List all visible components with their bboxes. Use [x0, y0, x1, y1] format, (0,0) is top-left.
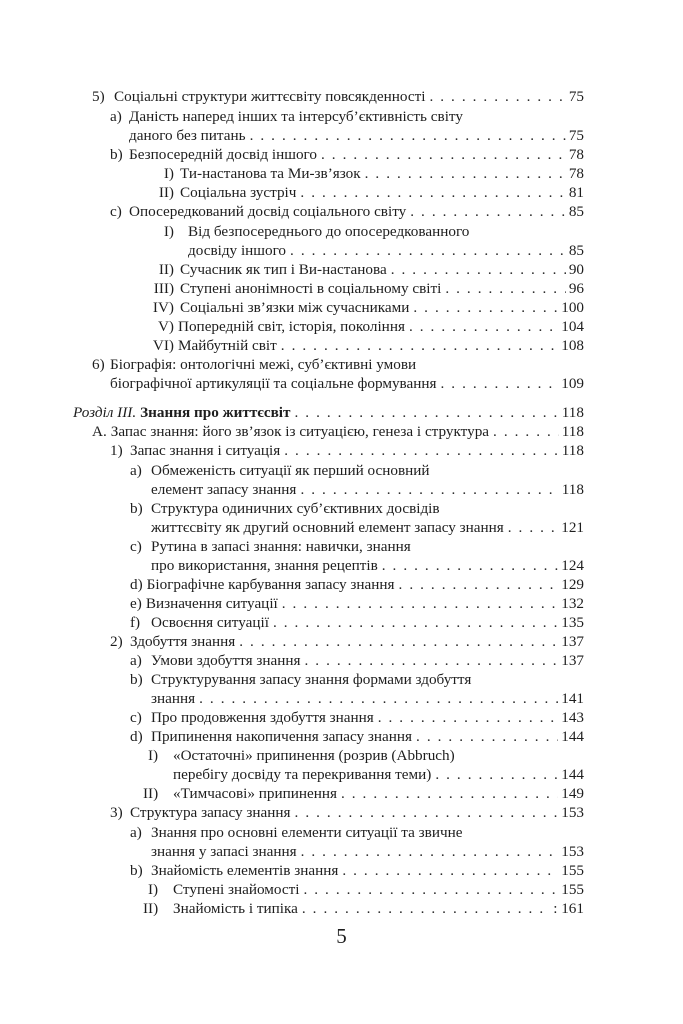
toc-entry-continued [129, 126, 584, 145]
toc-leader-dots [409, 317, 558, 336]
toc-leader-dots [290, 241, 566, 260]
toc-entry-page: 118 [561, 423, 584, 440]
toc-entry-title: про використання, знання рецептів [151, 557, 378, 574]
toc-leader-dots [250, 126, 566, 145]
toc-entry-page: 104 [561, 318, 584, 335]
toc-entry-letter: c) [130, 538, 142, 555]
toc-entry-roman: II) [143, 785, 159, 802]
toc-entry-roman: II) [158, 261, 174, 278]
toc-leader-dots [304, 651, 558, 670]
toc-entry-title: Соціальна зустріч [180, 184, 297, 201]
toc-entry-title: Знайомість елементів знання [151, 862, 339, 879]
toc-entry-title: Знання про основні елементи ситуації та звичне [151, 824, 463, 841]
toc-entry [150, 164, 584, 183]
toc-entry [130, 461, 584, 480]
toc-entry-letter: b) [110, 146, 123, 163]
toc-entry-letter: d) [130, 576, 143, 593]
toc-entry [143, 899, 584, 918]
toc-leader-dots [441, 374, 559, 393]
toc-entry-page: 144 [561, 728, 584, 745]
toc-entry-title: Від безпосереднього до опосередкованного [188, 223, 470, 240]
toc-entry-page: 155 [561, 862, 584, 879]
toc-entry-number: 1) [110, 442, 123, 459]
toc-entry [110, 803, 584, 822]
toc-entry-letter: b) [130, 671, 143, 688]
toc-entry-letter: f) [130, 614, 141, 631]
toc-entry-title: знання [151, 690, 196, 707]
toc-leader-dots [321, 145, 566, 164]
toc-entry-title: Соціальні зв’язки між сучасниками [180, 299, 410, 316]
toc-entry-letter: A. [92, 423, 107, 440]
toc-entry-page: 78 [568, 146, 584, 163]
toc-entry [130, 727, 584, 746]
toc-leader-dots [341, 784, 558, 803]
toc-leader-dots [300, 183, 565, 202]
toc-entry-page: 153 [561, 843, 584, 860]
toc-section-heading [73, 403, 584, 422]
toc-entry-title: Майбутній світ [178, 337, 277, 354]
toc-entry [148, 880, 584, 899]
toc-entry-page: 75 [568, 88, 584, 105]
toc-entry-title: Структурування запасу знання формами здобуття [151, 671, 472, 688]
toc-entry-title: Визначення ситуації [145, 595, 278, 612]
toc-entry-title: даного без питань [129, 127, 246, 144]
toc-entry-page: 143 [561, 709, 584, 726]
toc-entry-letter: a) [110, 108, 122, 125]
toc-entry-page: 118 [561, 481, 584, 498]
toc-entry-page: 135 [561, 614, 584, 631]
toc-entry-page: 137 [561, 633, 584, 650]
toc-leader-dots [493, 422, 559, 441]
toc-entry-letter: d) [130, 728, 143, 745]
toc-leader-dots [378, 708, 559, 727]
toc-entry-letter: e) [130, 595, 142, 612]
toc-entry-page: 78 [568, 165, 584, 182]
toc-leader-dots [281, 336, 558, 355]
toc-entry-page: 132 [561, 595, 584, 612]
toc-leader-dots [284, 441, 559, 460]
toc-entry-roman: VI) [152, 337, 174, 354]
toc-entry-page: 109 [561, 375, 584, 392]
toc-leader-dots [391, 260, 566, 279]
toc-entry-title: Попередній світ, історія, покоління [178, 318, 405, 335]
toc-entry-title: перебігу досвіду та перекривання теми) [173, 766, 432, 783]
toc-entry-title: Ти-настанова та Ми-зв’язок [180, 165, 361, 182]
toc-entry-continued [151, 556, 584, 575]
toc-entry [130, 537, 584, 556]
toc-leader-dots [239, 632, 558, 651]
toc-entry-continued [151, 842, 584, 861]
toc-entry [130, 651, 584, 670]
toc-entry-title: Даність наперед інших та інтерсуб’єктивність світу [129, 108, 463, 125]
toc-entry-title: «Тимчасові» припинення [173, 785, 337, 802]
toc-entry-letter: b) [130, 862, 143, 879]
toc-entry-page: 137 [561, 652, 584, 669]
toc-entry [130, 861, 584, 880]
toc-entry-letter: a) [130, 462, 142, 479]
toc-entry-page: 144 [561, 766, 584, 783]
toc-leader-dots [342, 861, 558, 880]
toc-entry-page: 108 [561, 337, 584, 354]
toc-entry-page: 75 [568, 127, 584, 144]
toc-entry-roman: I) [163, 165, 174, 182]
toc-leader-dots [303, 880, 558, 899]
toc-leader-dots [410, 202, 566, 221]
toc-entry [110, 632, 584, 651]
toc-section-title: Знання про життєсвіт [140, 404, 291, 421]
toc-leader-dots [295, 803, 559, 822]
toc-entry-page: 100 [561, 299, 584, 316]
toc-entry-page: 85 [568, 203, 584, 220]
toc-entry-title: знання у запасі знання [151, 843, 297, 860]
toc-entry [110, 202, 584, 221]
toc-entry [144, 298, 584, 317]
toc-entry-continued [173, 765, 584, 784]
toc-entry-letter: a) [130, 652, 142, 669]
toc-entry-roman: II) [158, 184, 174, 201]
toc-entry-roman: I) [163, 223, 174, 240]
toc-entry-page: 118 [561, 442, 584, 459]
toc-entry-page: 141 [561, 690, 584, 707]
toc-entry-roman: V) [157, 318, 174, 335]
toc-entry [150, 183, 584, 202]
toc-entry-page: 90 [568, 261, 584, 278]
toc-entry-title: досвіду іншого [188, 242, 287, 259]
toc-entry-title: Сучасник як тип і Ви-настанова [180, 261, 387, 278]
toc-entry-title: Структура одиничних суб’єктивних досвідів [151, 500, 440, 517]
toc-entry-title: Рутина в запасі знання: навички, знання [151, 538, 411, 555]
toc-entry-title: Структура запасу знання [130, 804, 291, 821]
toc-leader-dots [435, 765, 558, 784]
toc-entry-page: 85 [568, 242, 584, 259]
toc-entry-number: 2) [110, 633, 123, 650]
toc-leader-dots [429, 87, 565, 106]
toc-entry-roman: III) [153, 280, 174, 297]
toc-entry-title: життєсвіту як другий основний елемент запасу знання [151, 519, 504, 536]
toc-entry-continued [188, 241, 584, 260]
toc-entry [144, 317, 584, 336]
toc-entry-roman: II) [143, 900, 159, 917]
toc-entry-number: 3) [110, 804, 123, 821]
toc-leader-dots [302, 899, 550, 918]
toc-entry-title: Ступені анонімності в соціальному світі [180, 280, 442, 297]
toc-entry-continued [151, 689, 584, 708]
toc-leader-dots [273, 613, 558, 632]
toc-leader-dots [282, 594, 558, 613]
toc-entry-page: 149 [561, 785, 584, 802]
toc-entry-number: 6) [92, 356, 105, 373]
toc-entry-title: Ступені знайомості [173, 881, 300, 898]
toc-entry [130, 594, 584, 613]
toc-entry [92, 355, 584, 374]
toc-leader-dots [445, 279, 565, 298]
toc-entry-page: 153 [561, 804, 584, 821]
toc-entry [144, 279, 584, 298]
toc-entry-title: Про продовження здобуття знання [151, 709, 374, 726]
toc-entry-letter: c) [130, 709, 142, 726]
toc-entry-page: 81 [568, 184, 584, 201]
toc-leader-dots [365, 164, 566, 183]
toc-entry-letter: b) [130, 500, 143, 517]
toc-entry-title: Біографічне карбування запасу знання [146, 576, 395, 593]
toc-entry [130, 499, 584, 518]
toc-entry-roman: I) [148, 747, 159, 764]
toc-entry-title: Біографія: онтологічні межі, суб’єктивні умови [110, 356, 417, 373]
toc-entry [150, 222, 584, 241]
toc-entry [148, 746, 584, 765]
toc-entry-page: 124 [561, 557, 584, 574]
toc-entry-page: 118 [561, 404, 584, 421]
toc-entry [130, 613, 584, 632]
toc-entry [130, 708, 584, 727]
toc-leader-dots [301, 842, 559, 861]
toc-entry-page: 155 [561, 881, 584, 898]
toc-entry [110, 145, 584, 164]
toc-leader-dots [199, 689, 558, 708]
toc-entry-title: Соціальні структури життєсвіту повсякденності [114, 88, 426, 105]
toc-entry-title: Припинення накопичення запасу знання [151, 728, 413, 745]
toc-entry-title: Безпосередній досвід іншого [129, 146, 317, 163]
toc-entry-title: Опосередкований досвід соціального світу [129, 203, 407, 220]
toc-entry-page: 121 [561, 519, 584, 536]
toc-entry-title: Знайомість і типіка [173, 900, 298, 917]
toc-leader-dots [413, 298, 558, 317]
toc-entry [144, 336, 584, 355]
toc-entry [110, 107, 584, 126]
toc-entry-page: : 161 [553, 900, 584, 917]
toc-entry-title: Освоєння ситуації [151, 614, 269, 631]
toc-entry [130, 823, 584, 842]
toc-entry-letter: a) [130, 824, 142, 841]
toc-entry-title: Запас знання: його зв’язок із ситуацією, генеза і структура [110, 423, 490, 440]
toc-section-number: Розділ III. [73, 404, 137, 421]
toc-leader-dots [399, 575, 559, 594]
toc-entry [92, 87, 584, 106]
toc-entry-continued [110, 374, 584, 393]
toc-leader-dots [508, 518, 558, 537]
toc-entry-page: 129 [561, 576, 584, 593]
toc-leader-dots [294, 403, 558, 422]
toc-entry-title: «Остаточні» припинення (розрив (Abbruch) [173, 747, 455, 764]
toc-entry-page: 96 [568, 280, 584, 297]
toc-entry-continued [151, 518, 584, 537]
toc-entry [144, 260, 584, 279]
toc-entry [143, 784, 584, 803]
toc-entry-title: Здобуття знання [130, 633, 236, 650]
toc-leader-dots [300, 480, 558, 499]
toc-entry-roman: I) [148, 881, 159, 898]
toc-entry [92, 422, 584, 441]
toc-entry-title: Умови здобуття знання [151, 652, 301, 669]
toc-entry [110, 441, 584, 460]
toc-entry-title: Обмеженість ситуації як перший основний [151, 462, 430, 479]
toc-leader-dots [382, 556, 558, 575]
toc-entry [130, 575, 584, 594]
toc-leader-dots [416, 727, 558, 746]
toc-entry [130, 670, 584, 689]
toc-entry-roman: IV) [152, 299, 174, 316]
page-number: 5 [336, 924, 347, 948]
toc-entry-letter: c) [110, 203, 122, 220]
toc-entry-number: 5) [92, 88, 105, 105]
toc-entry-continued [151, 480, 584, 499]
toc-entry-title: біографічної артикуляції та соціальне формування [110, 375, 437, 392]
toc-entry-title: елемент запасу знання [151, 481, 297, 498]
toc-entry-title: Запас знання і ситуація [130, 442, 281, 459]
